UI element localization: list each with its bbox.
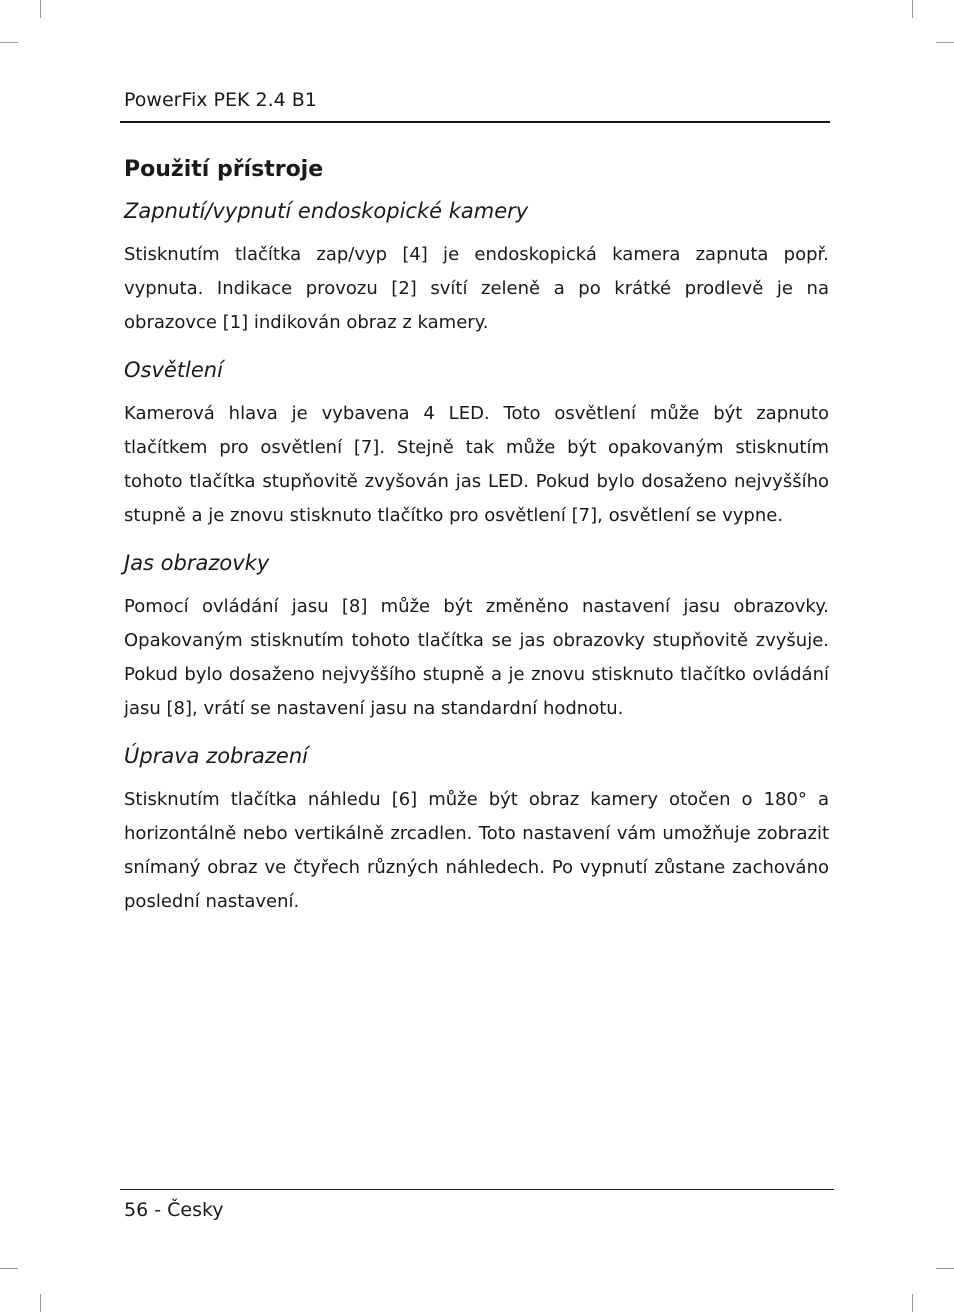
running-header: PowerFix PEK 2.4 B1 xyxy=(124,89,317,111)
page-number: 56 - Česky xyxy=(124,1199,224,1221)
subsection-paragraph: Pomocí ovládání jasu [8] může být změněno nastavení jasu obrazovky. Opakovaným stisknutím tohoto tlačítka se jas obrazovky stupňovitě zvyšuje. Pokud bylo dosaženo nejvyššího stupně a je znovu stisknuto tlačítko ovládání jasu [8], vrátí se nastavení jasu na standardní hodnotu. xyxy=(124,596,829,719)
crop-mark-left-bottom xyxy=(0,1268,18,1269)
subsection-heading: Zapnutí/vypnutí endoskopické kamery xyxy=(124,199,529,223)
subsection-view-adjust xyxy=(124,742,829,919)
subsection-heading: Jas obrazovky xyxy=(124,551,270,575)
subsection-power xyxy=(124,197,829,340)
subsection-lighting xyxy=(124,356,829,533)
subsection-paragraph: Stisknutím tlačítka náhledu [6] může být obraz kamery otočen o 180° a horizontálně nebo vertikálně zrcadlen. Toto nastavení vám umožňuje zobrazit snímaný obraz ve čtyřech různých náhledech. Po vypnutí zůstane zachováno poslední nastavení. xyxy=(124,789,829,912)
section-title: Použití přístroje xyxy=(124,157,324,182)
crop-mark-bottom-right xyxy=(912,1294,913,1312)
subsection-paragraph: Stisknutím tlačítka zap/vyp [4] je endoskopická kamera zapnuta popř. vypnuta. Indikace provozu [2] svítí zeleně a po krátké prodlevě je na obrazovce [1] indikován obraz z kamery. xyxy=(124,244,829,333)
subsection-heading: Osvětlení xyxy=(124,358,223,382)
crop-mark-top-left xyxy=(40,0,41,18)
subsection-heading: Úprava zobrazení xyxy=(124,744,308,768)
crop-mark-right-bottom xyxy=(936,1268,954,1269)
crop-mark-top-right xyxy=(912,0,913,18)
crop-mark-left-top xyxy=(0,42,18,43)
main-content xyxy=(124,155,829,935)
footer-rule xyxy=(120,1189,834,1190)
header-rule xyxy=(120,121,830,123)
subsection-paragraph: Kamerová hlava je vybavena 4 LED. Toto osvětlení může být zapnuto tlačítkem pro osvětlení [7]. Stejně tak může být opakovaným stisknutím tohoto tlačítka stupňovitě zvyšován jas LED. Pokud bylo dosaženo nejvyššího stupně a je znovu stisknuto tlačítko pro osvětlení [7], osvětlení se vypne. xyxy=(124,403,829,526)
crop-mark-bottom-left xyxy=(40,1294,41,1312)
crop-mark-right-top xyxy=(936,42,954,43)
subsection-brightness xyxy=(124,549,829,726)
